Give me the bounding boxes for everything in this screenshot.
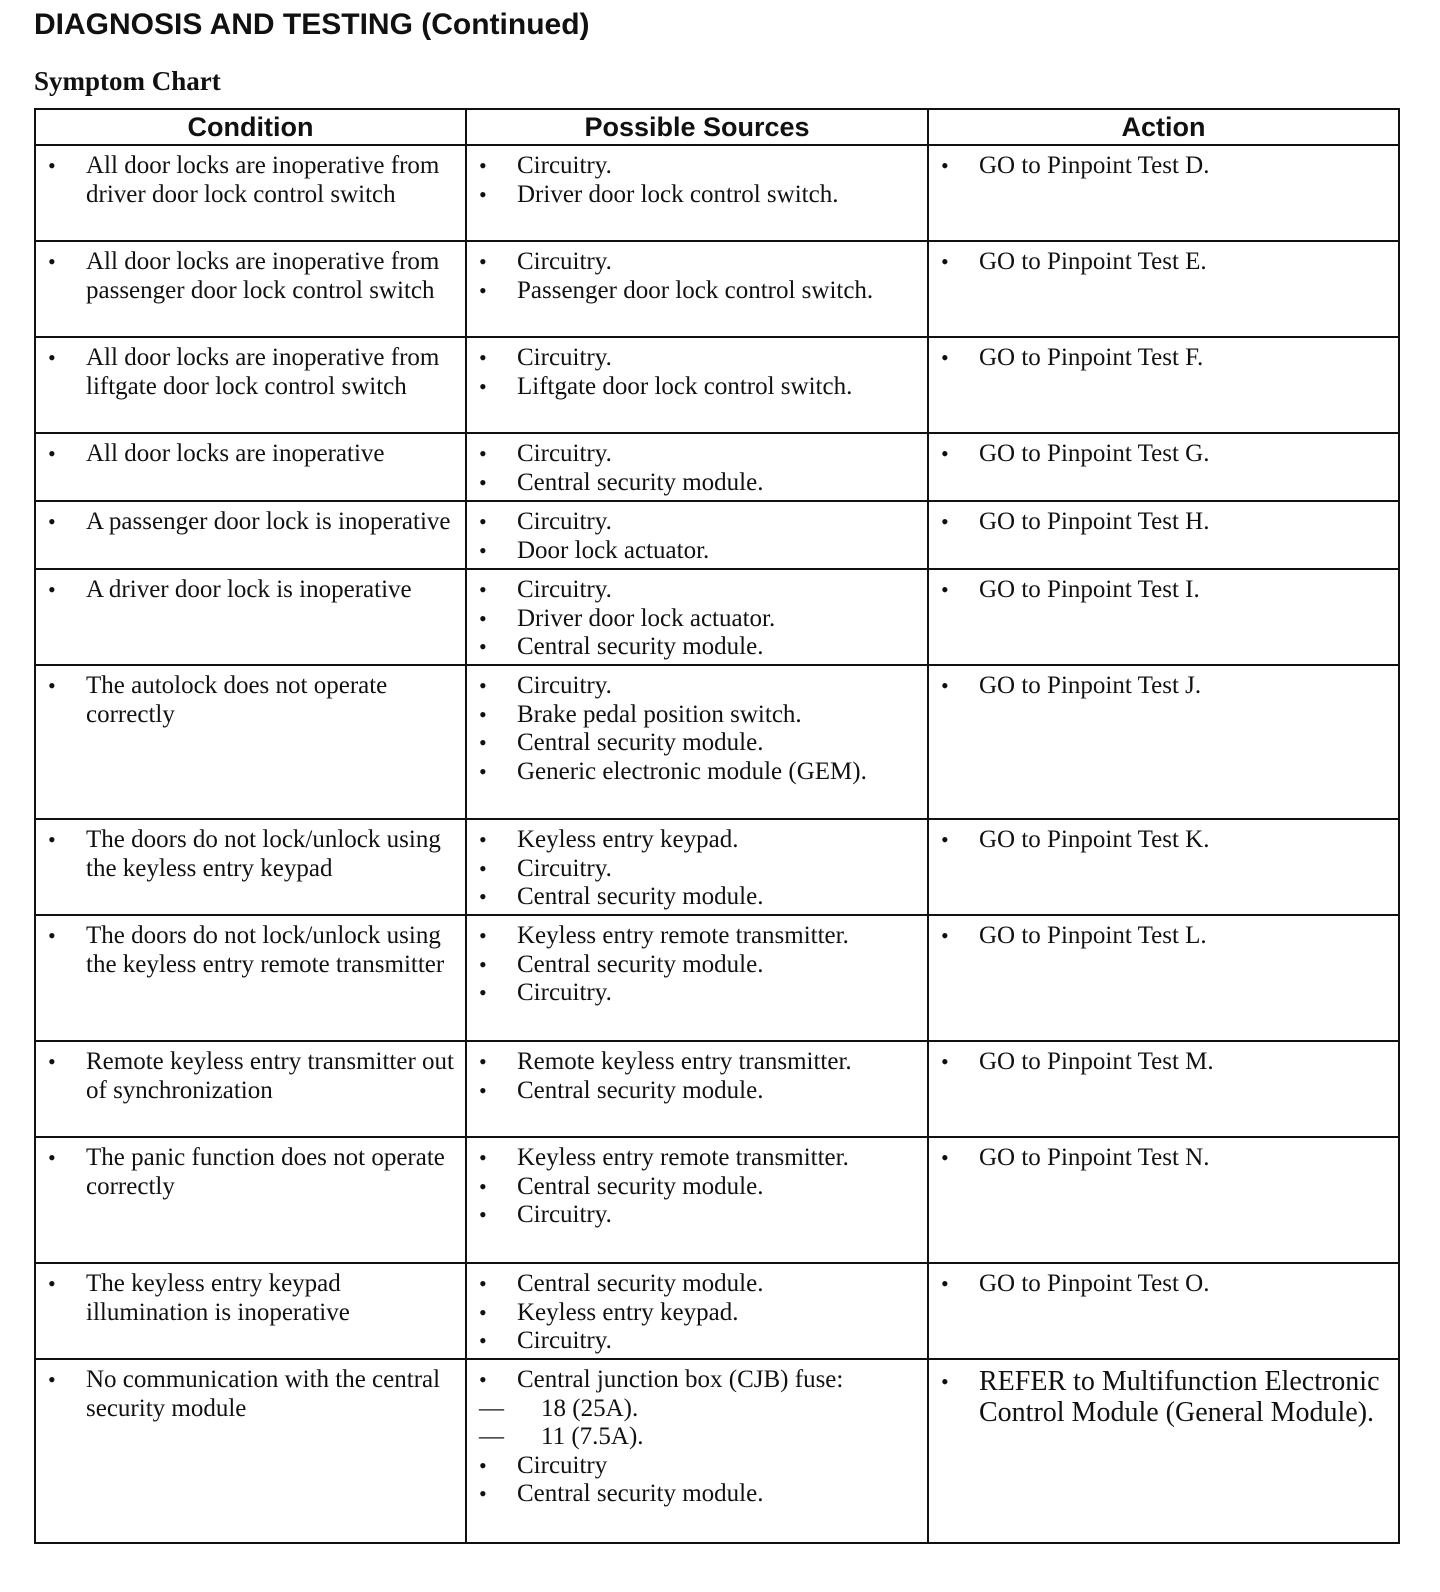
action-cell xyxy=(928,1263,1399,1359)
action-cell xyxy=(928,501,1399,569)
sources-cell xyxy=(466,1263,928,1359)
condition-text: • The panic function does not operate correctly xyxy=(44,1144,457,1201)
action-cell xyxy=(928,433,1399,501)
sources-cell xyxy=(466,665,928,819)
action-cell xyxy=(928,1359,1399,1543)
chart-title: Symptom Chart xyxy=(34,66,221,96)
table-row xyxy=(35,915,1399,1041)
sources-cell xyxy=(466,1137,928,1263)
table-row xyxy=(35,819,1399,915)
source-item: • Driver door lock control switch. xyxy=(475,181,919,210)
source-item: • Circuitry. xyxy=(475,1201,919,1230)
fuse-list xyxy=(475,1395,919,1452)
action-text: • GO to Pinpoint Test I. xyxy=(937,576,1390,605)
source-item: • Brake pedal position switch. xyxy=(475,701,919,730)
condition-cell xyxy=(35,433,466,501)
sources-cell xyxy=(466,1359,928,1543)
fuse-item: — 11 (7.5A). xyxy=(475,1423,919,1452)
action-text: • GO to Pinpoint Test E. xyxy=(937,248,1390,277)
condition-text: • Remote keyless entry transmitter out of synchronization xyxy=(44,1048,457,1105)
symptom-chart-table xyxy=(34,108,1400,1544)
action-cell xyxy=(928,241,1399,337)
sources-cell xyxy=(466,501,928,569)
source-item: • Central security module. xyxy=(475,633,919,662)
source-item: • Remote keyless entry transmitter. xyxy=(475,1048,919,1077)
condition-cell xyxy=(35,1263,466,1359)
source-item: • Keyless entry keypad. xyxy=(475,1299,919,1328)
source-item: • Central security module. xyxy=(475,1173,919,1202)
table-row xyxy=(35,569,1399,665)
condition-cell xyxy=(35,1137,466,1263)
condition-header: Condition xyxy=(35,109,466,145)
source-item: • Central security module. xyxy=(475,469,919,498)
source-item: • Central security module. xyxy=(475,729,919,758)
source-item: • Central security module. xyxy=(475,1480,919,1509)
table-row xyxy=(35,337,1399,433)
condition-cell xyxy=(35,501,466,569)
condition-text: • All door locks are inoperative from liftgate door lock control switch xyxy=(44,344,457,401)
table-row xyxy=(35,433,1399,501)
sources-cell xyxy=(466,1041,928,1137)
source-item: • Central security module. xyxy=(475,951,919,980)
fuse-source-text: Central junction box (CJB) fuse: xyxy=(517,1366,844,1393)
condition-cell xyxy=(35,819,466,915)
source-item: • Central security module. xyxy=(475,1077,919,1106)
table-row xyxy=(35,665,1399,819)
sources-cell xyxy=(466,241,928,337)
action-cell xyxy=(928,1041,1399,1137)
source-item: • Generic electronic module (GEM). xyxy=(475,758,919,787)
source-item: • Circuitry. xyxy=(475,672,919,701)
table-row xyxy=(35,1263,1399,1359)
condition-text: • All door locks are inoperative from passenger door lock control switch xyxy=(44,248,457,305)
action-text: • GO to Pinpoint Test M. xyxy=(937,1048,1390,1077)
condition-text: • The doors do not lock/unlock using the keyless entry keypad xyxy=(44,826,457,883)
table-header-row xyxy=(35,109,1399,145)
source-item: • Door lock actuator. xyxy=(475,537,919,566)
condition-text: • All door locks are inoperative from driver door lock control switch xyxy=(44,152,457,209)
source-item: • Circuitry. xyxy=(475,1327,919,1356)
condition-cell xyxy=(35,1359,466,1543)
table-row xyxy=(35,1359,1399,1543)
condition-cell xyxy=(35,1041,466,1137)
condition-cell xyxy=(35,145,466,241)
action-cell xyxy=(928,665,1399,819)
source-item: • Central security module. xyxy=(475,1270,919,1299)
condition-text: • The autolock does not operate correctly xyxy=(44,672,457,729)
condition-text: • The keyless entry keypad illumination is inoperative xyxy=(44,1270,457,1327)
source-item: • Circuitry. xyxy=(475,979,919,1008)
source-item: • Circuitry. xyxy=(475,248,919,277)
action-cell xyxy=(928,1137,1399,1263)
condition-text: • A driver door lock is inoperative xyxy=(44,576,457,605)
table-row xyxy=(35,1041,1399,1137)
source-item: • Circuitry xyxy=(475,1452,919,1481)
fuse-item: — 18 (25A). xyxy=(475,1395,919,1424)
condition-text: • All door locks are inoperative xyxy=(44,440,457,469)
table-row xyxy=(35,501,1399,569)
source-item xyxy=(475,1366,919,1452)
condition-text: • No communication with the central security module xyxy=(44,1366,457,1423)
sources-cell xyxy=(466,915,928,1041)
action-header: Action xyxy=(928,109,1399,145)
action-text: • GO to Pinpoint Test D. xyxy=(937,152,1390,181)
source-item: • Keyless entry keypad. xyxy=(475,826,919,855)
action-cell xyxy=(928,145,1399,241)
condition-text: • A passenger door lock is inoperative xyxy=(44,508,457,537)
source-item: • Circuitry. xyxy=(475,576,919,605)
action-text: • GO to Pinpoint Test H. xyxy=(937,508,1390,537)
table-row xyxy=(35,145,1399,241)
sources-cell xyxy=(466,145,928,241)
action-cell xyxy=(928,337,1399,433)
action-text: • GO to Pinpoint Test K. xyxy=(937,826,1390,855)
source-item: • Circuitry. xyxy=(475,508,919,537)
action-cell xyxy=(928,569,1399,665)
page-title: DIAGNOSIS AND TESTING (Continued) xyxy=(34,8,590,41)
source-item: • Driver door lock actuator. xyxy=(475,605,919,634)
condition-cell xyxy=(35,569,466,665)
table-row xyxy=(35,241,1399,337)
condition-cell xyxy=(35,241,466,337)
action-text: • GO to Pinpoint Test L. xyxy=(937,922,1390,951)
action-text: • GO to Pinpoint Test F. xyxy=(937,344,1390,373)
source-item: • Keyless entry remote transmitter. xyxy=(475,1144,919,1173)
possible-sources-header: Possible Sources xyxy=(466,109,928,145)
action-text: • GO to Pinpoint Test N. xyxy=(937,1144,1390,1173)
source-item: • Keyless entry remote transmitter. xyxy=(475,922,919,951)
condition-cell xyxy=(35,915,466,1041)
sources-cell xyxy=(466,337,928,433)
action-text: • GO to Pinpoint Test O. xyxy=(937,1270,1390,1299)
action-cell xyxy=(928,819,1399,915)
action-text: • GO to Pinpoint Test J. xyxy=(937,672,1390,701)
source-item: • Circuitry. xyxy=(475,152,919,181)
action-text: • GO to Pinpoint Test G. xyxy=(937,440,1390,469)
sources-cell xyxy=(466,819,928,915)
source-item: • Circuitry. xyxy=(475,344,919,373)
sources-cell xyxy=(466,569,928,665)
condition-cell xyxy=(35,665,466,819)
source-item: • Passenger door lock control switch. xyxy=(475,277,919,306)
source-item: • Central security module. xyxy=(475,883,919,912)
condition-cell xyxy=(35,337,466,433)
condition-text: • The doors do not lock/unlock using the keyless entry remote transmitter xyxy=(44,922,457,979)
source-item: • Circuitry. xyxy=(475,855,919,884)
action-text: • REFER to Multifunction Electronic Control Module (General Module). xyxy=(937,1366,1390,1428)
source-item: • Liftgate door lock control switch. xyxy=(475,373,919,402)
sources-cell xyxy=(466,433,928,501)
table-row xyxy=(35,1137,1399,1263)
action-cell xyxy=(928,915,1399,1041)
source-item: • Circuitry. xyxy=(475,440,919,469)
